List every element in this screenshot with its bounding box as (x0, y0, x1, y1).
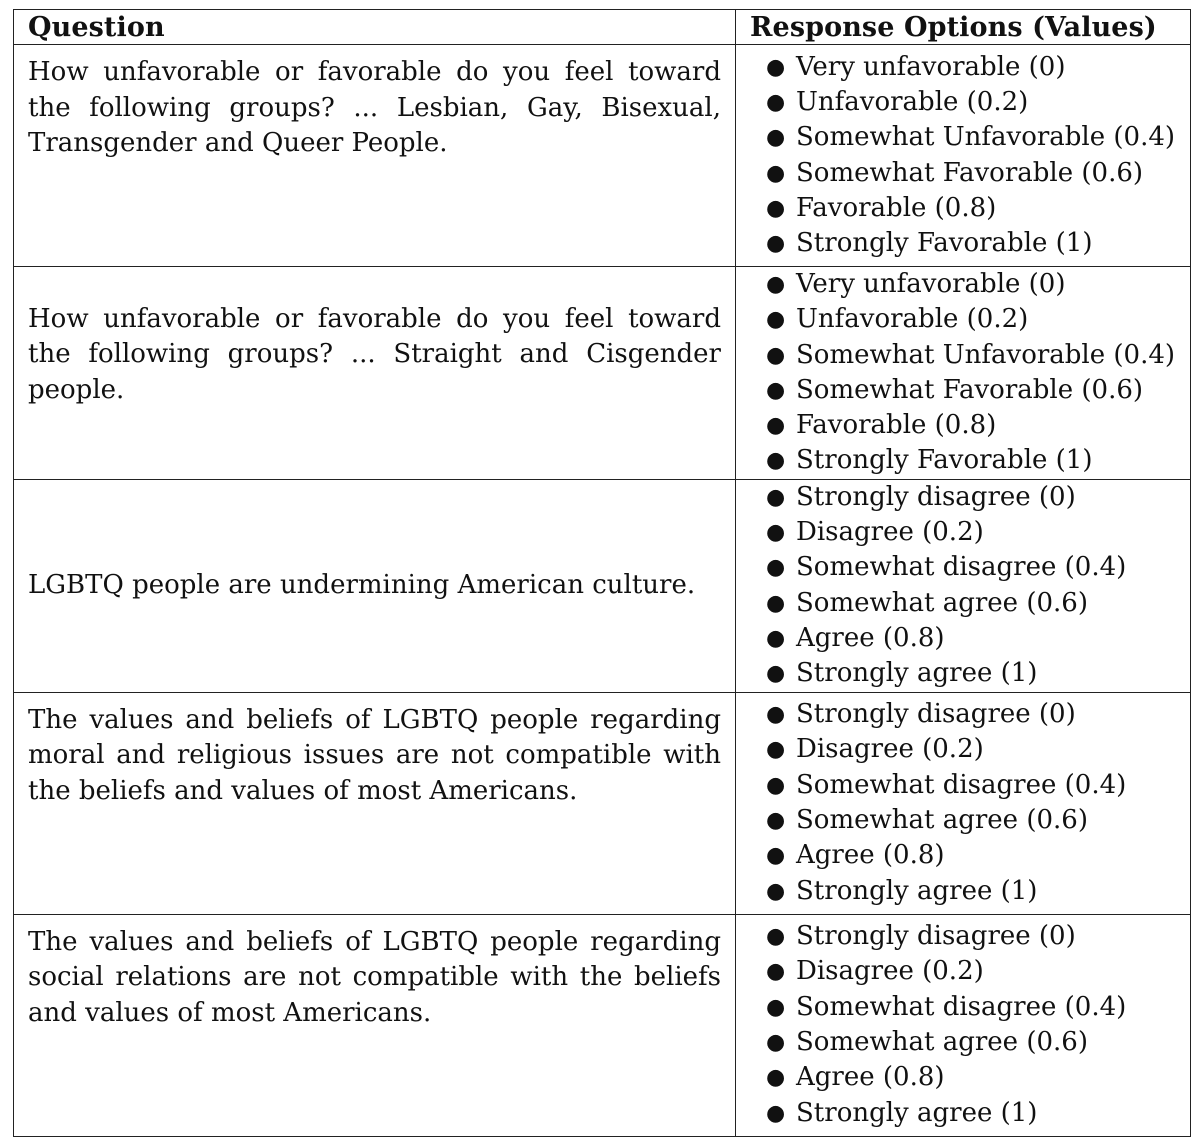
response-option (766, 621, 1190, 656)
response-option (766, 990, 1190, 1025)
bullet-icon: ● (766, 590, 786, 616)
response-option (766, 480, 1190, 515)
response-option-label: Strongly agree (1) (796, 658, 1038, 689)
response-option (766, 1025, 1190, 1060)
response-option-label: Agree (0.8) (796, 840, 945, 871)
response-options-list (736, 919, 1190, 1131)
response-option-label: Agree (0.8) (796, 1062, 945, 1093)
bullet-icon: ● (766, 702, 786, 728)
question-text: How unfavorable or favorable do you feel toward the following groups? ... Straight and Cisgender people. (28, 303, 721, 405)
bullet-icon: ● (766, 1030, 786, 1056)
response-option (766, 874, 1190, 909)
response-option-label: Strongly disagree (0) (796, 699, 1076, 730)
response-option-label: Somewhat disagree (0.4) (796, 991, 1127, 1022)
bullet-icon: ● (766, 272, 786, 297)
response-option-label: Strongly disagree (0) (796, 921, 1076, 952)
response-option-label: Disagree (0.2) (796, 956, 984, 987)
response-option (766, 954, 1190, 989)
question-cell (14, 914, 736, 1136)
response-option (766, 85, 1190, 120)
response-option-label: Somewhat disagree (0.4) (796, 769, 1127, 800)
response-option (766, 550, 1190, 585)
bullet-icon: ● (766, 89, 786, 115)
question-cell (14, 267, 736, 480)
response-option (766, 338, 1190, 373)
response-options-cell (736, 45, 1191, 267)
question-cell (14, 692, 736, 914)
response-option (766, 656, 1190, 691)
bullet-icon: ● (766, 661, 786, 687)
table-row (14, 479, 1191, 692)
response-option-label: Agree (0.8) (796, 622, 945, 653)
response-options-list (736, 50, 1190, 262)
bullet-icon: ● (766, 125, 786, 151)
table-row (14, 267, 1191, 480)
response-option (766, 838, 1190, 873)
bullet-icon: ● (766, 307, 786, 333)
response-option-label: Strongly Favorable (1) (796, 228, 1093, 259)
bullet-icon: ● (766, 1100, 786, 1126)
response-options-cell (736, 479, 1191, 692)
bullet-icon: ● (766, 413, 786, 439)
response-option (766, 302, 1190, 337)
question-text: The values and beliefs of LGBTQ people regarding moral and religious issues are not compatible with the beliefs and values of most Americans. (28, 704, 721, 806)
response-options-list (736, 480, 1190, 692)
response-option (766, 226, 1190, 261)
response-option (766, 803, 1190, 838)
bullet-icon: ● (766, 878, 786, 904)
responses-column-header: Response Options (Values) (736, 10, 1191, 45)
bullet-icon: ● (766, 959, 786, 985)
bullet-icon: ● (766, 195, 786, 221)
bullet-icon: ● (766, 160, 786, 186)
response-option-label: Somewhat Unfavorable (0.4) (796, 339, 1176, 370)
response-option (766, 697, 1190, 732)
response-option-label: Favorable (0.8) (796, 192, 997, 223)
bullet-icon: ● (766, 994, 786, 1020)
response-option (766, 191, 1190, 226)
table-row (14, 45, 1191, 267)
bullet-icon: ● (766, 808, 786, 834)
bullet-icon: ● (766, 772, 786, 798)
response-option (766, 732, 1190, 767)
response-option-label: Unfavorable (0.2) (796, 86, 1029, 117)
response-option-label: Somewhat Unfavorable (0.4) (796, 122, 1176, 153)
bullet-icon: ● (766, 54, 786, 80)
bullet-icon: ● (766, 843, 786, 869)
response-option-label: Very unfavorable (0) (796, 269, 1066, 299)
response-option-label: Strongly disagree (0) (796, 481, 1076, 512)
response-option-label: Strongly Favorable (1) (796, 445, 1093, 476)
question-cell (14, 479, 736, 692)
response-option-label: Strongly agree (1) (796, 1097, 1038, 1128)
survey-items-table (13, 9, 1191, 1137)
bullet-icon: ● (766, 737, 786, 763)
response-option-label: Strongly agree (1) (796, 875, 1038, 906)
question-column-header: Question (14, 10, 736, 45)
response-option (766, 1060, 1190, 1095)
response-option (766, 50, 1190, 85)
response-option-label: Disagree (0.2) (796, 734, 984, 765)
response-option (766, 373, 1190, 408)
bullet-icon: ● (766, 231, 786, 257)
question-cell (14, 45, 736, 267)
response-option-label: Somewhat agree (0.6) (796, 805, 1088, 836)
question-text: How unfavorable or favorable do you feel toward the following groups? ... Lesbian, Gay, Bisexual, Transgender and Queer People. (28, 57, 721, 158)
response-option (766, 408, 1190, 443)
response-option (766, 443, 1190, 478)
response-option-label: Somewhat agree (0.6) (796, 587, 1088, 618)
bullet-icon: ● (766, 520, 786, 546)
question-text: LGBTQ people are undermining American culture. (28, 569, 696, 600)
response-option (766, 156, 1190, 191)
response-option-label: Somewhat agree (0.6) (796, 1027, 1088, 1058)
response-option (766, 919, 1190, 954)
response-option-label: Somewhat disagree (0.4) (796, 552, 1127, 583)
response-option (766, 515, 1190, 550)
response-option (766, 267, 1190, 302)
response-options-cell (736, 914, 1191, 1136)
response-options-list (736, 697, 1190, 909)
response-option (766, 120, 1190, 155)
bullet-icon: ● (766, 484, 786, 510)
response-options-cell (736, 692, 1191, 914)
bullet-icon: ● (766, 377, 786, 403)
response-option (766, 768, 1190, 803)
response-options-list (736, 267, 1190, 479)
response-option-label: Somewhat Favorable (0.6) (796, 374, 1144, 405)
response-options-cell (736, 267, 1191, 480)
response-option-label: Favorable (0.8) (796, 410, 997, 441)
table-row (14, 914, 1191, 1136)
question-text: The values and beliefs of LGBTQ people regarding social relations are not compatible with the beliefs and values of most Americans. (28, 926, 721, 1028)
response-option-label: Very unfavorable (0) (796, 51, 1066, 82)
response-option-label: Unfavorable (0.2) (796, 304, 1029, 335)
bullet-icon: ● (766, 625, 786, 651)
table-header-row (14, 10, 1191, 45)
bullet-icon: ● (766, 924, 786, 950)
table-row (14, 692, 1191, 914)
response-option-label: Disagree (0.2) (796, 517, 984, 548)
response-option (766, 586, 1190, 621)
bullet-icon: ● (766, 448, 786, 474)
bullet-icon: ● (766, 555, 786, 581)
bullet-icon: ● (766, 1065, 786, 1091)
response-option (766, 1096, 1190, 1131)
bullet-icon: ● (766, 342, 786, 368)
response-option-label: Somewhat Favorable (0.6) (796, 157, 1144, 188)
